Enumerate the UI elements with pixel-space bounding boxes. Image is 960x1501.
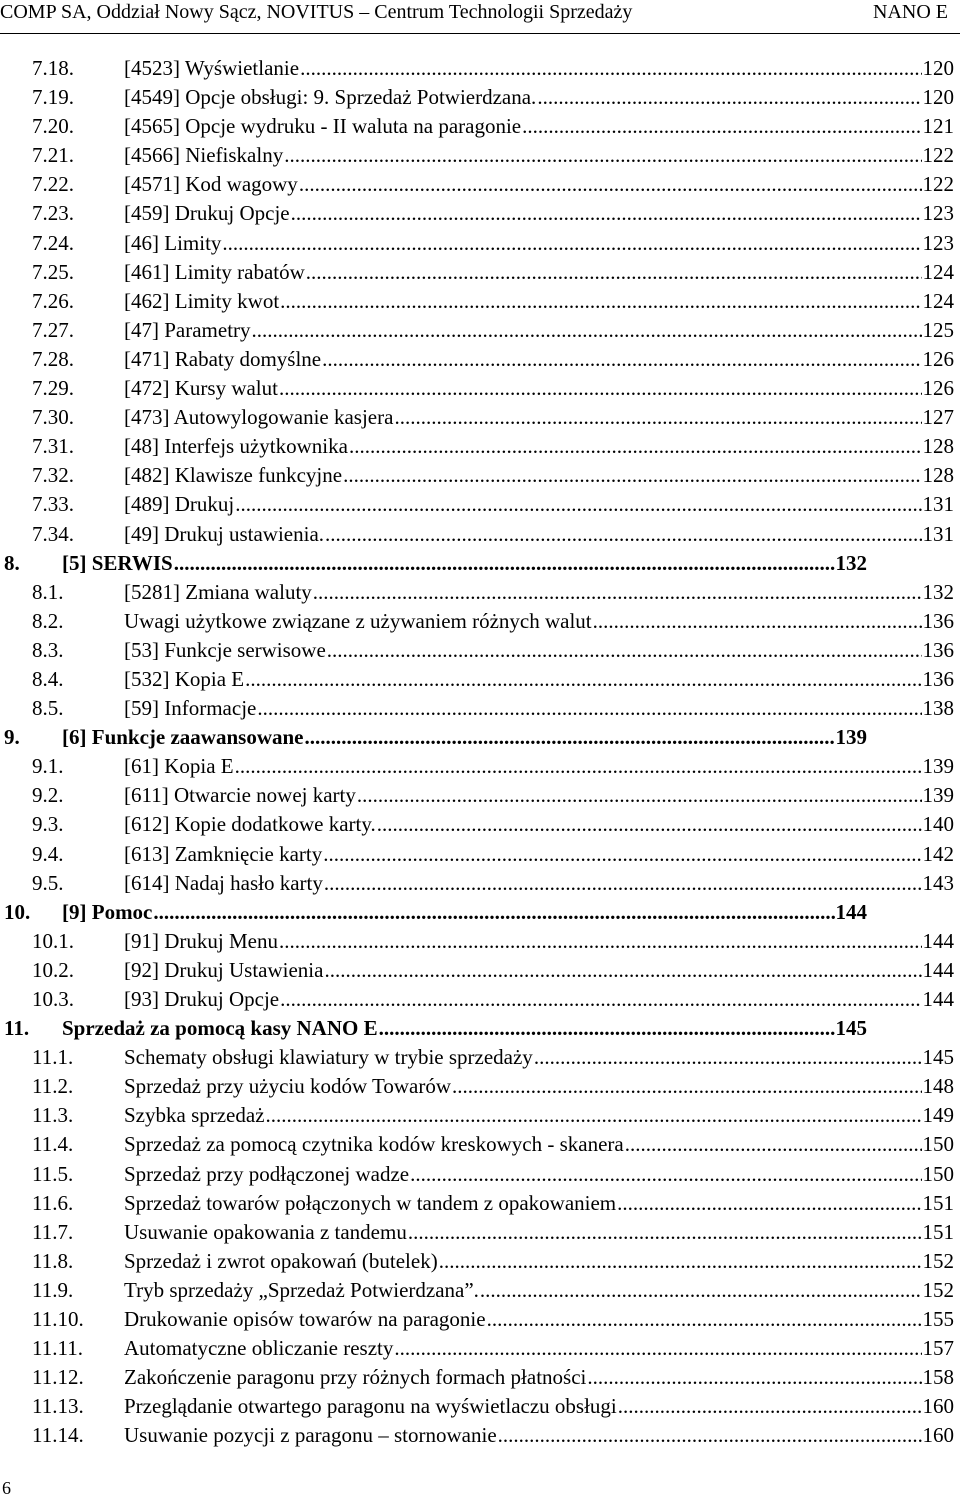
toc-entry-page: 160 (922, 1394, 954, 1419)
toc-entry-line (124, 869, 954, 898)
toc-dot-leader (305, 723, 835, 752)
toc-entry-number: 8.5. (32, 696, 64, 721)
toc-entry-page: 140 (922, 812, 954, 837)
toc-entry-line (124, 461, 954, 490)
toc-entry-number: 11.13. (32, 1394, 84, 1419)
toc-entry[interactable] (0, 112, 960, 141)
toc-entry[interactable] (0, 141, 960, 170)
toc-entry-line (124, 840, 954, 869)
toc-entry-title: [611] Otwarcie nowej karty (124, 783, 356, 808)
toc-dot-leader (379, 1014, 835, 1043)
toc-entry-number: 7.31. (32, 434, 74, 459)
toc-entry[interactable] (0, 1072, 960, 1101)
toc-entry-title: [472] Kursy walut (124, 376, 278, 401)
toc-entry[interactable] (0, 665, 960, 694)
toc-entry-title: [4549] Opcje obsługi: 9. Sprzedaż Potwierdzana. (124, 85, 537, 110)
toc-entry-number: 7.33. (32, 492, 74, 517)
toc-entry-title: [46] Limity (124, 230, 222, 255)
toc-entry[interactable] (0, 1160, 960, 1189)
toc-dot-leader (291, 199, 922, 228)
toc-dot-leader (498, 1421, 922, 1450)
toc-entry[interactable] (0, 54, 960, 83)
toc-entry-page: 151 (922, 1219, 954, 1244)
toc-entry-number: 11.8. (32, 1248, 74, 1273)
toc-entry-line (124, 83, 954, 112)
toc-entry-line (124, 1247, 954, 1276)
toc-entry-page: 123 (922, 230, 954, 255)
toc-entry-title: [4523] Wyświetlanie (124, 56, 300, 80)
toc-dot-leader (257, 694, 921, 723)
toc-entry-number: 8.3. (32, 637, 64, 662)
toc-entry-page: 142 (922, 841, 954, 866)
toc-dot-leader (593, 607, 922, 636)
toc-entry-number: 7.20. (32, 114, 74, 139)
toc-entry-title: [462] Limity kwot (124, 288, 280, 313)
toc-entry[interactable] (0, 83, 960, 112)
toc-dot-leader (324, 869, 922, 898)
toc-dot-leader (300, 54, 921, 83)
toc-dot-leader (439, 1247, 922, 1276)
toc-entry-number: 11.4. (32, 1132, 74, 1157)
toc-entry-number: 7.19. (32, 85, 74, 110)
toc-entry-title: [53] Funkcje serwisowe (124, 637, 326, 662)
toc-entry-page: 120 (922, 85, 954, 110)
toc-entry-number: 7.22. (32, 172, 74, 197)
toc-entry-title: [5281] Zmiana waluty (124, 579, 312, 604)
toc-entry-line (124, 54, 954, 83)
toc-entry-line (124, 781, 954, 810)
toc-entry[interactable] (0, 985, 960, 1014)
toc-entry-line (124, 520, 954, 549)
toc-dot-leader (279, 374, 922, 403)
toc-entry-page: 139 (922, 783, 954, 808)
toc-entry-page: 158 (922, 1365, 954, 1390)
toc-entry-page: 132 (835, 550, 867, 575)
toc-entry[interactable] (0, 1189, 960, 1218)
toc-entry-line (62, 1014, 867, 1043)
toc-entry[interactable] (0, 549, 960, 578)
toc-entry-number: 9. (4, 725, 20, 750)
toc-entry-page: 144 (835, 899, 867, 924)
toc-entry-page: 121 (922, 114, 954, 139)
toc-entry[interactable] (0, 810, 960, 839)
toc-entry-title: [93] Drukuj Opcje (124, 987, 280, 1011)
toc-entry-number: 7.28. (32, 346, 74, 371)
toc-entry-title: [473] Autowylogowanie kasjera (124, 405, 394, 430)
toc-dot-leader (324, 956, 921, 985)
toc-entry-page: 144 (922, 957, 954, 982)
toc-entry-number: 11.6. (32, 1190, 74, 1215)
toc-entry-number: 11.11. (32, 1336, 83, 1361)
toc-dot-leader (322, 345, 921, 374)
toc-dot-leader (235, 752, 922, 781)
toc-dot-leader (617, 1189, 921, 1218)
toc-entry-line (124, 141, 954, 170)
toc-entry[interactable] (0, 461, 960, 490)
toc-entry-page: 150 (922, 1161, 954, 1186)
toc-entry-page: 160 (922, 1423, 954, 1448)
toc-entry[interactable] (0, 607, 960, 636)
toc-entry-number: 7.34. (32, 521, 74, 546)
toc-entry-line (124, 287, 954, 316)
toc-dot-leader (252, 316, 922, 345)
toc-entry-title: Sprzedaż przy podłączonej wadze (124, 1161, 410, 1186)
toc-entry[interactable] (0, 1043, 960, 1072)
toc-entry-page: 152 (922, 1277, 954, 1302)
toc-entry-number: 11.7. (32, 1219, 74, 1244)
toc-entry[interactable] (0, 229, 960, 258)
toc-entry-line (124, 1043, 954, 1072)
toc-entry-number: 8.4. (32, 666, 64, 691)
toc-entry-page: 157 (922, 1336, 954, 1361)
toc-entry[interactable] (0, 316, 960, 345)
toc-entry[interactable] (0, 1247, 960, 1276)
toc-dot-leader (174, 549, 835, 578)
toc-entry-title: Zakończenie paragonu przy różnych formach płatności (124, 1365, 587, 1390)
toc-entry-line (124, 374, 954, 403)
toc-dot-leader (410, 1160, 921, 1189)
toc-entry[interactable] (0, 1392, 960, 1421)
toc-dot-leader (394, 1334, 921, 1363)
toc-entry-line (124, 170, 954, 199)
toc-dot-leader (480, 1276, 922, 1305)
toc-dot-leader (534, 1043, 922, 1072)
toc-entry-title: [6] Funkcje zaawansowane (62, 725, 304, 750)
toc-entry-line (124, 1421, 954, 1450)
toc-dot-leader (452, 1072, 921, 1101)
toc-entry[interactable] (0, 694, 960, 723)
toc-dot-leader (222, 229, 921, 258)
toc-entry-page: 151 (922, 1190, 954, 1215)
toc-entry-line (124, 258, 954, 287)
toc-entry-number: 9.2. (32, 783, 64, 808)
toc-entry-page: 124 (922, 259, 954, 284)
page-number: 6 (2, 1478, 11, 1498)
toc-dot-leader (280, 287, 921, 316)
toc-dot-leader (377, 810, 922, 839)
toc-entry-title: Schematy obsługi klawiatury w trybie sprzedaży (124, 1045, 533, 1070)
toc-entry[interactable] (0, 752, 960, 781)
toc-entry[interactable] (0, 170, 960, 199)
toc-entry-line (124, 1363, 954, 1392)
toc-entry-page: 144 (922, 928, 954, 953)
toc-entry-line (62, 723, 867, 752)
toc-dot-leader (245, 665, 921, 694)
toc-entry-line (124, 985, 954, 1014)
toc-entry[interactable] (0, 869, 960, 898)
toc-entry-title: [461] Limity rabatów (124, 259, 305, 284)
toc-entry-number: 9.1. (32, 754, 64, 779)
toc-entry-line (124, 1072, 954, 1101)
toc-dot-leader (325, 520, 921, 549)
toc-entry-line (124, 607, 954, 636)
toc-entry-page: 136 (922, 637, 954, 662)
toc-entry-title: Sprzedaż przy użyciu kodów Towarów (124, 1074, 452, 1099)
toc-dot-leader (618, 1392, 922, 1421)
toc-entry-title: [4565] Opcje wydruku - II waluta na paragonie (124, 114, 522, 139)
toc-entry-page: 122 (922, 143, 954, 168)
toc-dot-leader (487, 1305, 922, 1334)
toc-entry[interactable] (0, 1363, 960, 1392)
toc-entry-line (124, 578, 954, 607)
toc-entry-line (124, 490, 954, 519)
toc-entry-page: 125 (922, 317, 954, 342)
toc-entry-line (124, 694, 954, 723)
toc-dot-leader (357, 781, 922, 810)
toc-dot-leader (153, 898, 834, 927)
toc-entry-title: Usuwanie opakowania z tandemu (124, 1219, 407, 1244)
toc-entry-page: 148 (922, 1074, 954, 1099)
toc-entry-title: [459] Drukuj Opcje (124, 201, 290, 226)
toc-entry-number: 9.5. (32, 870, 64, 895)
toc-entry-line (124, 1276, 954, 1305)
toc-entry-page: 124 (922, 288, 954, 313)
toc-entry-number: 7.21. (32, 143, 74, 168)
toc-entry-page: 136 (922, 608, 954, 633)
toc-entry-number: 11.10. (32, 1307, 84, 1332)
toc-entry[interactable] (0, 1305, 960, 1334)
toc-entry-page: 139 (835, 725, 867, 750)
header-left-text: COMP SA, Oddział Nowy Sącz, NOVITUS – Centrum Technologii Sprzedaży (0, 1, 633, 23)
toc-entry[interactable] (0, 432, 960, 461)
toc-entry-title: [532] Kopia E (124, 666, 245, 691)
toc-entry-page: 131 (922, 492, 954, 517)
toc-entry-number: 10. (4, 899, 31, 924)
toc-dot-leader (343, 461, 921, 490)
toc-entry-page: 145 (835, 1016, 867, 1041)
toc-entry-number: 7.18. (32, 56, 74, 80)
toc-entry-number: 11.14. (32, 1423, 84, 1448)
toc-entry-line (124, 927, 954, 956)
toc-entry[interactable] (0, 1130, 960, 1159)
toc-entry-title: Drukowanie opisów towarów na paragonie (124, 1307, 486, 1332)
toc-entry-line (124, 316, 954, 345)
toc-entry[interactable] (0, 374, 960, 403)
toc-entry-number: 7.24. (32, 230, 74, 255)
toc-entry-title: [48] Interfejs użytkownika (124, 434, 348, 459)
toc-dot-leader (323, 840, 921, 869)
toc-entry[interactable] (0, 403, 960, 432)
toc-entry-line (124, 1189, 954, 1218)
toc-entry-number: 11.9. (32, 1277, 74, 1302)
toc-entry[interactable] (0, 956, 960, 985)
toc-entry-number: 11.1. (32, 1045, 74, 1070)
toc-dot-leader (306, 258, 922, 287)
toc-entry-line (124, 636, 954, 665)
toc-dot-leader (394, 403, 921, 432)
toc-entry-line (124, 1392, 954, 1421)
toc-entry[interactable] (0, 1101, 960, 1130)
toc-entry-line (124, 752, 954, 781)
toc-entry-title: [9] Pomoc (62, 899, 153, 924)
toc-entry[interactable] (0, 927, 960, 956)
toc-entry-title: Automatyczne obliczanie reszty (124, 1336, 394, 1361)
toc-entry-number: 11.2. (32, 1074, 74, 1099)
toc-entry-page: 145 (922, 1045, 954, 1070)
toc-entry-number: 7.29. (32, 376, 74, 401)
toc-entry-title: Szybka sprzedaż (124, 1103, 265, 1128)
toc-entry-line (124, 1334, 954, 1363)
toc-entry-line (124, 665, 954, 694)
toc-entry-line (124, 1101, 954, 1130)
toc-entry-title: [92] Drukuj Ustawienia (124, 957, 324, 982)
toc-entry-title: [614] Nadaj hasło karty (124, 870, 323, 895)
toc-entry-line (124, 345, 954, 374)
toc-entry-page: 123 (922, 201, 954, 226)
toc-entry-number: 7.26. (32, 288, 74, 313)
toc-entry-title: Sprzedaż za pomocą czytnika kodów kreskowych - skanera (124, 1132, 624, 1157)
toc-entry-line (124, 432, 954, 461)
toc-entry[interactable] (0, 723, 960, 752)
toc-entry-page: 138 (922, 696, 954, 721)
toc-entry[interactable] (0, 345, 960, 374)
toc-dot-leader (266, 1101, 922, 1130)
table-of-contents (0, 54, 960, 1451)
toc-entry-line (124, 112, 954, 141)
toc-entry[interactable] (0, 1276, 960, 1305)
toc-entry-title: [5] SERWIS (62, 550, 173, 575)
toc-entry-number: 11.5. (32, 1161, 74, 1186)
toc-entry-title: [91] Drukuj Menu (124, 928, 278, 953)
toc-entry-title: [61] Kopia E (124, 754, 234, 779)
toc-entry-page: 128 (922, 463, 954, 488)
toc-entry-line (124, 1130, 954, 1159)
toc-entry-title: Uwagi użytkowe związane z używaniem różnych walut (124, 608, 592, 633)
toc-dot-leader (299, 170, 922, 199)
toc-entry-title: Sprzedaż i zwrot opakowań (butelek) (124, 1248, 438, 1273)
toc-dot-leader (625, 1130, 922, 1159)
toc-entry-number: 10.2. (32, 957, 74, 982)
toc-entry-page: 127 (922, 405, 954, 430)
toc-entry[interactable] (0, 636, 960, 665)
toc-entry-page: 128 (922, 434, 954, 459)
toc-entry-title: Usuwanie pozycji z paragonu – stornowanie (124, 1423, 497, 1448)
toc-entry[interactable] (0, 578, 960, 607)
toc-entry[interactable] (0, 287, 960, 316)
toc-entry-title: [49] Drukuj ustawienia. (124, 521, 325, 546)
toc-entry-title: [4566] Niefiskalny (124, 143, 284, 168)
toc-entry-title: [482] Klawisze funkcyjne (124, 463, 343, 488)
toc-entry-number: 7.25. (32, 259, 74, 284)
toc-entry-line (62, 549, 867, 578)
toc-entry-page: 144 (922, 987, 954, 1011)
toc-entry-number: 8.1. (32, 579, 64, 604)
toc-entry[interactable] (0, 1218, 960, 1247)
toc-entry-title: [612] Kopie dodatkowe karty. (124, 812, 376, 837)
toc-entry-title: [471] Rabaty domyślne (124, 346, 322, 371)
toc-entry-line (62, 898, 867, 927)
toc-entry-number: 8. (4, 550, 20, 575)
toc-entry-number: 11. (4, 1016, 30, 1041)
toc-entry-page: 139 (922, 754, 954, 779)
toc-entry-page: 150 (922, 1132, 954, 1157)
toc-entry-number: 9.3. (32, 812, 64, 837)
toc-entry-line (124, 1160, 954, 1189)
toc-entry[interactable] (0, 898, 960, 927)
toc-entry[interactable] (0, 1334, 960, 1363)
toc-dot-leader (327, 636, 922, 665)
toc-entry-title: [59] Informacje (124, 696, 257, 721)
toc-entry-number: 9.4. (32, 841, 64, 866)
toc-entry-number: 10.3. (32, 987, 74, 1011)
toc-dot-leader (537, 83, 921, 112)
toc-entry-title: Tryb sprzedaży „Sprzedaż Potwierdzana”. (124, 1277, 479, 1302)
toc-entry-page: 143 (922, 870, 954, 895)
toc-dot-leader (279, 927, 922, 956)
toc-entry-page: 132 (922, 579, 954, 604)
toc-entry-number: 11.12. (32, 1365, 84, 1390)
toc-dot-leader (280, 985, 921, 1014)
toc-entry-title: Sprzedaż za pomocą kasy NANO E (62, 1016, 378, 1041)
toc-entry-number: 10.1. (32, 928, 74, 953)
toc-entry[interactable] (0, 1014, 960, 1043)
toc-dot-leader (522, 112, 921, 141)
page-header (0, 0, 960, 40)
toc-dot-leader (587, 1363, 921, 1392)
toc-entry[interactable] (0, 199, 960, 228)
toc-entry-title: [489] Drukuj (124, 492, 235, 517)
toc-dot-leader (235, 490, 921, 519)
toc-entry-page: 155 (922, 1307, 954, 1332)
toc-entry-page: 126 (922, 346, 954, 371)
toc-entry-line (124, 810, 954, 839)
toc-entry-page: 149 (922, 1103, 954, 1128)
toc-entry-page: 136 (922, 666, 954, 691)
toc-entry-title: [613] Zamknięcie karty (124, 841, 323, 866)
toc-entry-number: 11.3. (32, 1103, 74, 1128)
toc-entry-title: Sprzedaż towarów połączonych w tandem z opakowaniem (124, 1190, 617, 1215)
toc-dot-leader (313, 578, 922, 607)
toc-entry[interactable] (0, 520, 960, 549)
toc-entry-page: 122 (922, 172, 954, 197)
toc-dot-leader (349, 432, 922, 461)
toc-entry-line (124, 1218, 954, 1247)
toc-entry-line (124, 199, 954, 228)
toc-entry[interactable] (0, 781, 960, 810)
header-right-text: NANO E (873, 1, 948, 23)
toc-entry[interactable] (0, 840, 960, 869)
toc-dot-leader (284, 141, 921, 170)
toc-entry-title: Przeglądanie otwartego paragonu na wyświetlaczu obsługi (124, 1394, 617, 1419)
toc-entry-number: 7.30. (32, 405, 74, 430)
toc-entry-number: 7.23. (32, 201, 74, 226)
toc-entry-page: 152 (922, 1248, 954, 1273)
toc-entry-page: 120 (922, 56, 954, 80)
toc-entry-line (124, 956, 954, 985)
toc-entry-number: 8.2. (32, 608, 64, 633)
toc-entry[interactable] (0, 258, 960, 287)
header-rule (0, 33, 960, 34)
toc-entry-page: 131 (922, 521, 954, 546)
toc-entry-number: 7.27. (32, 317, 74, 342)
toc-entry-line (124, 229, 954, 258)
toc-entry[interactable] (0, 490, 960, 519)
toc-entry[interactable] (0, 1421, 960, 1450)
toc-entry-line (124, 1305, 954, 1334)
toc-entry-line (124, 403, 954, 432)
toc-entry-title: [47] Parametry (124, 317, 251, 342)
toc-entry-title: [4571] Kod wagowy (124, 172, 298, 197)
toc-dot-leader (408, 1218, 922, 1247)
toc-entry-page: 126 (922, 376, 954, 401)
toc-entry-number: 7.32. (32, 463, 74, 488)
